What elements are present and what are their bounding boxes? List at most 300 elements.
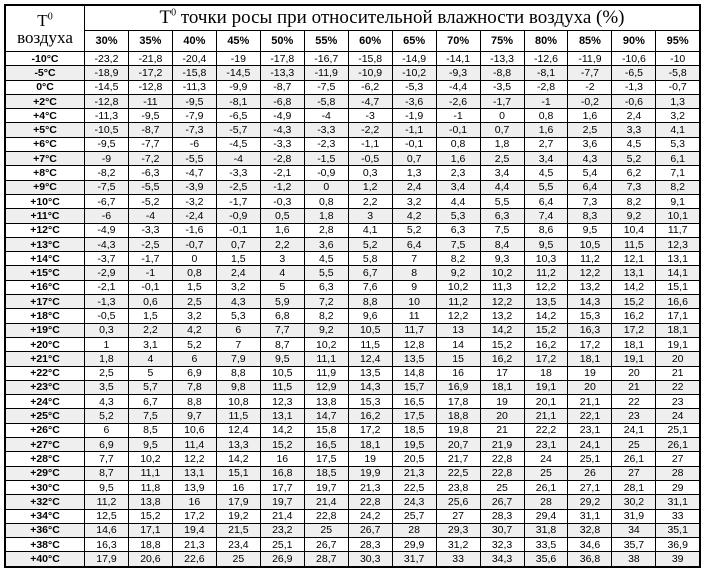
dew-point-cell: -3,5	[480, 80, 524, 94]
dew-point-cell: -20,4	[172, 52, 216, 66]
dew-point-cell: 11	[392, 309, 436, 323]
dew-point-cell: 31,7	[392, 552, 436, 567]
dew-point-cell: -5,8	[656, 66, 700, 80]
dew-point-cell: 16,2	[480, 352, 524, 366]
dew-point-cell: -7,5	[304, 80, 348, 94]
dew-point-cell: 1,8	[85, 352, 129, 366]
dew-point-cell: -3,3	[216, 166, 260, 180]
dew-point-cell: -2,5	[128, 237, 172, 251]
dew-point-cell: 28	[656, 466, 700, 480]
dew-point-cell: 17,2	[172, 509, 216, 523]
dew-point-cell: 17,1	[656, 309, 700, 323]
dew-point-cell: 34,6	[568, 538, 612, 552]
dew-point-cell: 24,3	[392, 495, 436, 509]
air-temperature-cell: +27°C	[5, 438, 85, 452]
dew-point-cell: 9,3	[480, 252, 524, 266]
dew-point-cell: 13,8	[128, 495, 172, 509]
dew-point-cell: 31,9	[612, 509, 656, 523]
dew-point-cell: 7,6	[348, 280, 392, 294]
dew-point-cell: 7	[216, 337, 260, 351]
dew-point-cell: -4,7	[172, 166, 216, 180]
dew-point-cell: -8,8	[480, 66, 524, 80]
dew-point-cell: 30,7	[480, 523, 524, 537]
dew-point-cell: 11,4	[172, 438, 216, 452]
dew-point-cell: 24,1	[568, 438, 612, 452]
dew-point-cell: 17,2	[568, 337, 612, 351]
dew-point-cell: 8,2	[656, 180, 700, 194]
dew-point-cell: 19	[568, 366, 612, 380]
dew-point-cell: 16,6	[656, 295, 700, 309]
dew-point-cell: -7,5	[85, 180, 129, 194]
dew-point-cell: 34	[612, 523, 656, 537]
dew-point-cell: 13,5	[524, 295, 568, 309]
dew-point-cell: 18,1	[612, 337, 656, 351]
dew-point-cell: -2,9	[85, 266, 129, 280]
dew-point-cell: 14,2	[480, 323, 524, 337]
dew-point-cell: -0,2	[568, 94, 612, 108]
dew-point-cell: 28,1	[612, 480, 656, 494]
dew-point-cell: 10,5	[348, 323, 392, 337]
dew-point-cell: 9,2	[304, 323, 348, 337]
dew-point-cell: 15,2	[480, 337, 524, 351]
dew-point-cell: -3,3	[260, 137, 304, 151]
humidity-header: 40%	[172, 31, 216, 52]
table-row	[5, 209, 700, 223]
dew-point-cell: 14,2	[216, 452, 260, 466]
dew-point-cell: 9,2	[612, 209, 656, 223]
dew-point-cell: 21,5	[216, 523, 260, 537]
dew-point-cell: 16,3	[568, 323, 612, 337]
dew-point-cell: 11,1	[128, 466, 172, 480]
dew-point-cell: 13,1	[612, 266, 656, 280]
air-temperature-cell: +5°C	[5, 123, 85, 137]
dew-point-cell: -0,9	[304, 166, 348, 180]
dew-point-cell: 18,8	[128, 538, 172, 552]
dew-point-cell: 3,4	[480, 166, 524, 180]
dew-point-cell: 20,6	[128, 552, 172, 567]
dew-point-cell: -2,3	[304, 137, 348, 151]
dew-point-table	[4, 4, 701, 568]
dew-point-cell: -2,1	[85, 280, 129, 294]
dew-point-cell: -4,9	[260, 109, 304, 123]
dew-point-cell: 9,6	[348, 309, 392, 323]
dew-point-cell: 9	[392, 280, 436, 294]
dew-point-cell: 22,8	[480, 452, 524, 466]
dew-point-cell: 4,1	[348, 223, 392, 237]
dew-point-cell: 25,1	[568, 452, 612, 466]
dew-point-cell: -12,8	[85, 94, 129, 108]
dew-point-cell: 1,6	[524, 123, 568, 137]
humidity-header: 45%	[216, 31, 260, 52]
dew-point-cell: 29,3	[436, 523, 480, 537]
dew-point-cell: -11,9	[304, 66, 348, 80]
dew-point-cell: 26,1	[612, 452, 656, 466]
dew-point-cell: 17,2	[348, 423, 392, 437]
table-row	[5, 423, 700, 437]
dew-point-cell: 5,3	[216, 309, 260, 323]
dew-point-cell: 1,3	[656, 94, 700, 108]
dew-point-cell: 33	[436, 552, 480, 567]
dew-point-cell: 14,7	[304, 409, 348, 423]
dew-point-cell: 2,2	[128, 323, 172, 337]
dew-point-cell: 11,2	[568, 252, 612, 266]
dew-point-cell: 19,1	[524, 380, 568, 394]
dew-point-cell: -5,2	[128, 194, 172, 208]
dew-point-cell: 3,2	[392, 194, 436, 208]
dew-point-cell: 0,7	[480, 123, 524, 137]
dew-point-cell: 24	[524, 452, 568, 466]
dew-point-cell: 39	[656, 552, 700, 567]
dew-point-cell: -5,7	[216, 123, 260, 137]
dew-point-cell: 8,2	[436, 252, 480, 266]
air-temperature-cell: +29°C	[5, 466, 85, 480]
dew-point-cell: 31,2	[436, 538, 480, 552]
dew-point-cell: -1	[524, 94, 568, 108]
dew-point-cell: 7,7	[260, 323, 304, 337]
air-temperature-cell: +38°C	[5, 538, 85, 552]
dew-point-cell: 11,7	[656, 223, 700, 237]
dew-point-cell: 22	[612, 395, 656, 409]
table-row	[5, 109, 700, 123]
dew-point-cell: 14,2	[260, 423, 304, 437]
dew-point-cell: 1	[85, 337, 129, 351]
dew-point-cell: 25	[480, 480, 524, 494]
air-temperature-cell: +25°C	[5, 409, 85, 423]
dew-point-cell: 21	[656, 366, 700, 380]
air-temperature-cell: +17°C	[5, 295, 85, 309]
dew-point-cell: 35,6	[524, 552, 568, 567]
dew-point-cell: -0,7	[172, 237, 216, 251]
air-temperature-cell: +4°C	[5, 109, 85, 123]
dew-point-cell: -5,5	[128, 180, 172, 194]
dew-point-cell: 29,4	[524, 509, 568, 523]
dew-point-cell: 31,1	[568, 509, 612, 523]
dew-point-cell: 14,6	[85, 523, 129, 537]
dew-point-cell: -1,1	[392, 123, 436, 137]
dew-point-cell: 25,6	[436, 495, 480, 509]
dew-point-cell: 2,4	[216, 266, 260, 280]
table-row	[5, 223, 700, 237]
dew-point-cell: 12,2	[436, 309, 480, 323]
dew-point-cell: 15,7	[392, 380, 436, 394]
dew-point-cell: -8,1	[524, 66, 568, 80]
dew-point-cell: 28,7	[304, 552, 348, 567]
air-temperature-cell: -10°C	[5, 52, 85, 66]
dew-point-cell: 20,1	[524, 395, 568, 409]
corner-label: воздуха	[17, 27, 73, 47]
dew-point-cell: -6	[85, 209, 129, 223]
dew-point-cell: 21,9	[480, 438, 524, 452]
dew-point-cell: 9,1	[656, 194, 700, 208]
dew-point-cell: 21,3	[348, 480, 392, 494]
dew-point-cell: -9,9	[216, 80, 260, 94]
dew-point-cell: 30,2	[612, 495, 656, 509]
dew-point-cell: 25	[612, 438, 656, 452]
humidity-header: 30%	[85, 31, 129, 52]
air-temperature-cell: +19°C	[5, 323, 85, 337]
table-row	[5, 94, 700, 108]
dew-point-cell: -18,9	[85, 66, 129, 80]
dew-point-cell: -4	[128, 209, 172, 223]
dew-point-cell: -2	[568, 80, 612, 94]
dew-point-cell: 14,2	[612, 280, 656, 294]
dew-point-cell: 36,9	[656, 538, 700, 552]
dew-point-cell: 19,7	[304, 480, 348, 494]
dew-point-cell: 14,3	[568, 295, 612, 309]
air-temperature-cell: +2°C	[5, 94, 85, 108]
dew-point-cell: 1,6	[436, 152, 480, 166]
dew-point-cell: 13,9	[172, 480, 216, 494]
table-row	[5, 137, 700, 151]
dew-point-cell: -4,9	[85, 223, 129, 237]
air-temperature-cell: +26°C	[5, 423, 85, 437]
table-row	[5, 395, 700, 409]
dew-point-cell: 25	[304, 523, 348, 537]
dew-point-cell: 0,8	[436, 137, 480, 151]
dew-point-cell: 7,8	[172, 380, 216, 394]
dew-point-cell: 18,5	[304, 466, 348, 480]
dew-point-cell: -2,2	[348, 123, 392, 137]
dew-point-cell: 7,9	[216, 352, 260, 366]
dew-point-cell: 21,1	[524, 409, 568, 423]
table-row	[5, 80, 700, 94]
dew-point-cell: -1,6	[172, 223, 216, 237]
humidity-header: 50%	[260, 31, 304, 52]
dew-point-cell: 17,8	[436, 395, 480, 409]
dew-point-cell: 9,5	[85, 480, 129, 494]
dew-point-cell: 5,8	[348, 252, 392, 266]
dew-point-cell: 1,3	[392, 166, 436, 180]
dew-point-cell: -12,6	[524, 52, 568, 66]
dew-point-cell: 20	[568, 380, 612, 394]
table-row	[5, 352, 700, 366]
dew-point-cell: 19,2	[216, 509, 260, 523]
dew-point-cell: 25	[524, 466, 568, 480]
dew-point-cell: -1,7	[480, 94, 524, 108]
dew-point-cell: 11,8	[128, 480, 172, 494]
dew-point-cell: 3,5	[85, 380, 129, 394]
air-temperature-cell: +8°C	[5, 166, 85, 180]
air-temperature-cell: +22°C	[5, 366, 85, 380]
dew-point-cell: 32,8	[568, 523, 612, 537]
table-row	[5, 52, 700, 66]
dew-point-cell: -2,8	[524, 80, 568, 94]
dew-point-cell: 23,8	[436, 480, 480, 494]
air-temperature-cell: +11°C	[5, 209, 85, 223]
dew-point-cell: -0,1	[436, 123, 480, 137]
table-body	[5, 52, 700, 567]
dew-point-cell: 7,3	[568, 194, 612, 208]
dew-point-cell: 2,5	[480, 152, 524, 166]
dew-point-cell: 13,1	[260, 409, 304, 423]
dew-point-cell: 11,2	[524, 266, 568, 280]
humidity-header: 75%	[480, 31, 524, 52]
dew-point-cell: 13,5	[348, 366, 392, 380]
dew-point-cell: 6	[216, 323, 260, 337]
dew-point-cell: 36,8	[568, 552, 612, 567]
air-temperature-cell: +40°C	[5, 552, 85, 567]
dew-point-cell: 8	[392, 266, 436, 280]
dew-point-cell: 12,3	[656, 237, 700, 251]
dew-point-cell: 23,1	[568, 423, 612, 437]
dew-point-cell: 8,8	[216, 366, 260, 380]
dew-point-cell: 17	[480, 366, 524, 380]
dew-point-cell: 3,6	[568, 137, 612, 151]
dew-point-cell: -2,8	[260, 152, 304, 166]
dew-point-cell: -11,3	[85, 109, 129, 123]
dew-point-cell: 9,5	[128, 438, 172, 452]
dew-point-cell: -0,1	[128, 280, 172, 294]
dew-point-cell: 26,1	[656, 438, 700, 452]
title-text: точки росы при относительной влажности воздуха (%)	[176, 7, 625, 28]
dew-point-cell: -14,5	[85, 80, 129, 94]
dew-point-cell: 4,5	[304, 252, 348, 266]
dew-point-cell: 7,2	[304, 295, 348, 309]
dew-point-cell: -11,9	[568, 52, 612, 66]
dew-point-cell: -4,7	[348, 94, 392, 108]
dew-point-cell: 11,1	[304, 352, 348, 366]
dew-point-cell: 22,6	[172, 552, 216, 567]
dew-point-cell: 32,3	[480, 538, 524, 552]
dew-point-cell: -1,1	[348, 137, 392, 151]
dew-point-cell: -4	[304, 109, 348, 123]
title-t: T	[159, 7, 172, 28]
air-temperature-cell: +32°C	[5, 495, 85, 509]
dew-point-cell: 15	[436, 352, 480, 366]
dew-point-cell: -11	[128, 94, 172, 108]
dew-point-cell: -6,2	[348, 80, 392, 94]
dew-point-cell: 12,1	[612, 252, 656, 266]
dew-point-cell: 5	[128, 366, 172, 380]
dew-point-cell: 22,8	[348, 495, 392, 509]
dew-point-cell: 0,8	[524, 109, 568, 123]
dew-point-cell: 3,6	[304, 237, 348, 251]
table-row	[5, 366, 700, 380]
air-temperature-cell: +9°C	[5, 180, 85, 194]
dew-point-cell: 12,2	[480, 295, 524, 309]
dew-point-cell: -13,3	[260, 66, 304, 80]
humidity-header-row	[5, 31, 700, 52]
dew-point-cell: 7,5	[128, 409, 172, 423]
dew-point-cell: 17,9	[85, 552, 129, 567]
dew-point-cell: 29	[656, 480, 700, 494]
dew-point-cell: 12,9	[304, 380, 348, 394]
humidity-header: 65%	[392, 31, 436, 52]
dew-point-cell: -2,1	[260, 166, 304, 180]
air-temperature-cell: +34°C	[5, 509, 85, 523]
table-row	[5, 323, 700, 337]
table-row	[5, 66, 700, 80]
dew-point-cell: 7,5	[436, 237, 480, 251]
dew-point-cell: -6,5	[216, 109, 260, 123]
dew-point-cell: 11,3	[480, 280, 524, 294]
dew-point-cell: 2,5	[172, 295, 216, 309]
dew-point-cell: 30,3	[348, 552, 392, 567]
dew-point-cell: 8,4	[480, 237, 524, 251]
table-row	[5, 495, 700, 509]
dew-point-cell: 6,3	[436, 223, 480, 237]
corner-t: T	[37, 10, 48, 30]
dew-point-cell: 26,7	[348, 523, 392, 537]
dew-point-cell: -3,7	[85, 252, 129, 266]
dew-point-cell: 16	[260, 452, 304, 466]
dew-point-cell: 4,5	[524, 166, 568, 180]
dew-point-cell: 4,5	[612, 137, 656, 151]
dew-point-cell: 0	[304, 180, 348, 194]
dew-point-cell: 4,1	[656, 123, 700, 137]
table-row	[5, 523, 700, 537]
dew-point-cell: 12,5	[85, 509, 129, 523]
air-temperature-cell: +18°C	[5, 309, 85, 323]
dew-point-cell: -4,3	[85, 237, 129, 251]
dew-point-cell: -10,6	[612, 52, 656, 66]
dew-point-cell: -6,8	[260, 94, 304, 108]
dew-point-cell: 15,2	[260, 438, 304, 452]
dew-point-cell: 28	[392, 523, 436, 537]
humidity-header: 60%	[348, 31, 392, 52]
dew-point-cell: -17,2	[128, 66, 172, 80]
dew-point-cell: 21,3	[172, 538, 216, 552]
dew-point-cell: -5,3	[392, 80, 436, 94]
dew-point-cell: 23,2	[260, 523, 304, 537]
dew-point-cell: 21,7	[436, 452, 480, 466]
dew-point-cell: 10,1	[656, 209, 700, 223]
dew-point-cell: -10,5	[85, 123, 129, 137]
dew-point-cell: 5,2	[172, 337, 216, 351]
dew-point-cell: 16	[436, 366, 480, 380]
dew-point-cell: 11,2	[436, 295, 480, 309]
dew-point-cell: 20,5	[392, 452, 436, 466]
dew-point-cell: 7	[392, 252, 436, 266]
dew-point-cell: 3,3	[612, 123, 656, 137]
dew-point-cell: 20	[480, 409, 524, 423]
dew-point-cell: 4,2	[392, 209, 436, 223]
dew-point-cell: 6,9	[85, 438, 129, 452]
dew-point-cell: -4,4	[436, 80, 480, 94]
dew-point-cell: 6,7	[348, 266, 392, 280]
title-sup: 0	[171, 7, 177, 19]
dew-point-cell: 4,3	[568, 152, 612, 166]
dew-point-cell: 33	[656, 509, 700, 523]
table-title	[85, 5, 701, 31]
dew-point-cell: 4,4	[480, 180, 524, 194]
dew-point-cell: 31,1	[656, 495, 700, 509]
dew-point-cell: 4,4	[436, 194, 480, 208]
dew-point-cell: 21,1	[568, 395, 612, 409]
dew-point-cell: 2,2	[260, 237, 304, 251]
dew-point-cell: 35,7	[612, 538, 656, 552]
table-row	[5, 452, 700, 466]
dew-point-cell: -8,7	[128, 123, 172, 137]
dew-point-cell: 10,5	[568, 237, 612, 251]
dew-point-cell: 5,9	[260, 295, 304, 309]
dew-point-cell: 1,5	[128, 309, 172, 323]
dew-point-cell: -10,2	[392, 66, 436, 80]
dew-point-cell: 15,2	[524, 323, 568, 337]
dew-point-cell: 29,2	[568, 495, 612, 509]
dew-point-cell: 22,2	[524, 423, 568, 437]
table-row	[5, 166, 700, 180]
dew-point-cell: 3	[348, 209, 392, 223]
dew-point-cell: 26,7	[480, 495, 524, 509]
dew-point-cell: 6,1	[656, 152, 700, 166]
dew-point-cell: -1	[128, 266, 172, 280]
dew-point-cell: -9,5	[172, 94, 216, 108]
dew-point-cell: 10,2	[436, 280, 480, 294]
dew-point-cell: 5,7	[128, 380, 172, 394]
dew-point-cell: 17,2	[524, 352, 568, 366]
table-row	[5, 409, 700, 423]
